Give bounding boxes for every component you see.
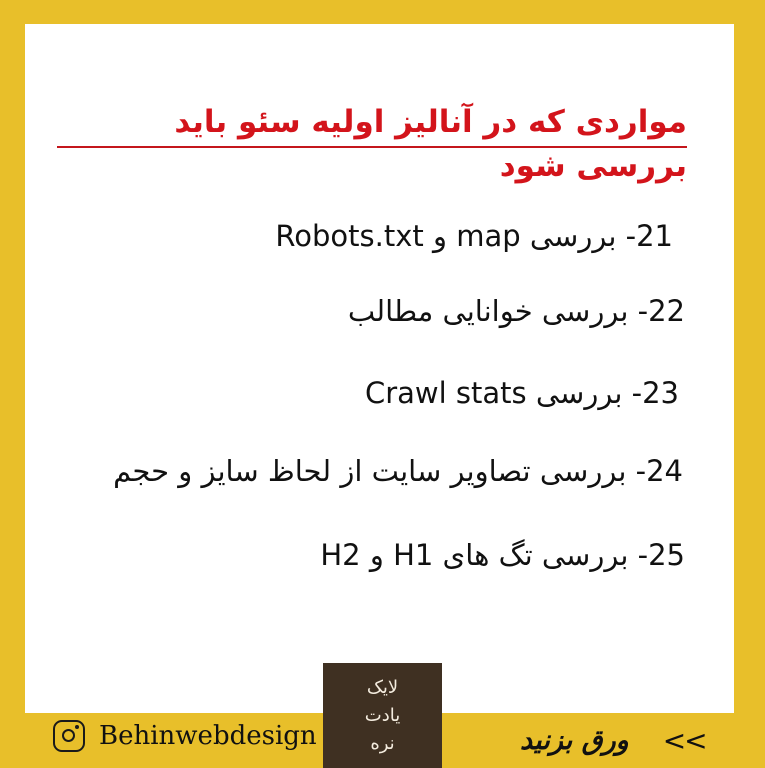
list-item: 22- بررسی خوانایی مطالب [347, 294, 685, 328]
list-item: 23- بررسی Crawl stats [364, 376, 679, 410]
page-title: مواردی که در آنالیز اولیه سئو باید بررسی شود [174, 104, 687, 184]
swipe-hint[interactable] [520, 720, 706, 760]
brand-name: Behinwebdesign [99, 721, 317, 751]
like-line: یادت [364, 704, 401, 726]
list-item: 24- بررسی تصاویر سایت از لحاظ سایز و حجم [113, 454, 683, 488]
like-line: لایک [366, 676, 399, 698]
list-item: 21- بررسی map و Robots.txt [275, 219, 673, 253]
list-item: 25- بررسی تگ های H1 و H2 [320, 538, 685, 572]
swipe-label: ورق بزنید [520, 724, 629, 756]
like-line: نره [370, 732, 395, 754]
like-reminder-badge [323, 663, 442, 768]
brand-handle[interactable] [53, 717, 317, 755]
double-chevron-icon: << [662, 723, 706, 757]
instagram-icon [53, 720, 85, 752]
